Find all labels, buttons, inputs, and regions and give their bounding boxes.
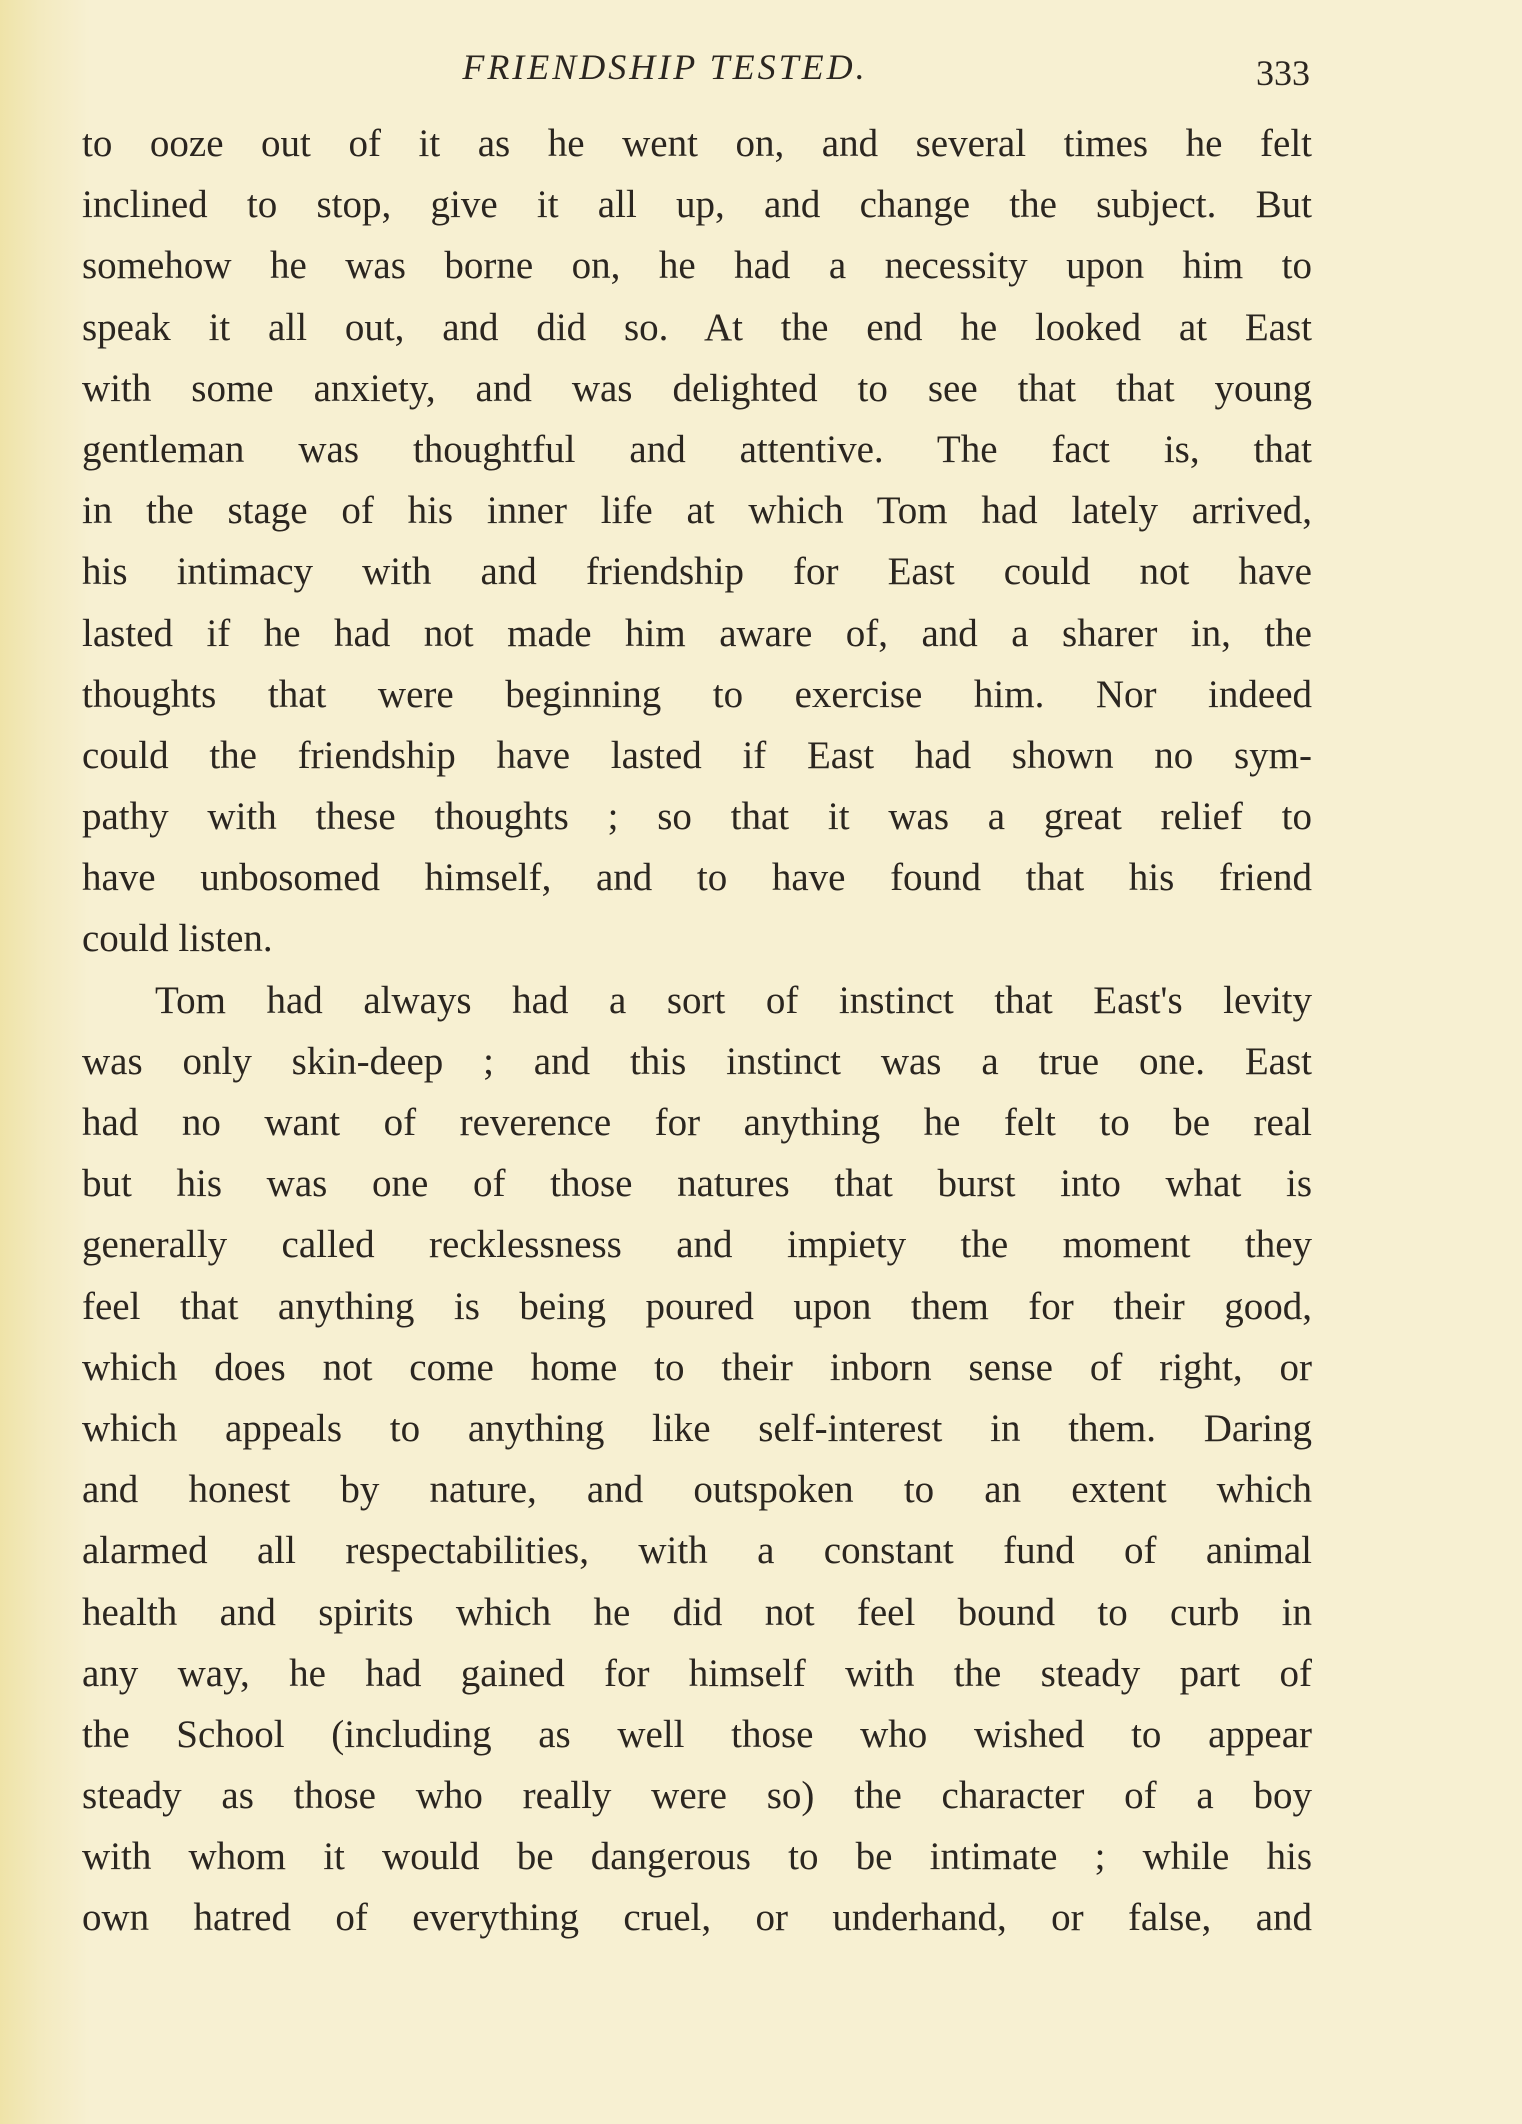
text-line: own hatred of everything cruel, or underhand, or false, and <box>82 1896 1312 1940</box>
text-line: the School (including as well those who wished to appear <box>82 1712 1312 1756</box>
text-line: any way, he had gained for himself with the steady part of <box>82 1651 1312 1695</box>
text-line: alarmed all respectabilities, with a constant fund of animal <box>82 1529 1312 1573</box>
text-line: in the stage of his inner life at which Tom had lately arrived, <box>82 489 1312 533</box>
text-line: inclined to stop, give it all up, and change the subject. But <box>82 183 1312 227</box>
text-line: could listen. <box>82 917 273 961</box>
text-line: Tom had always had a sort of instinct that East's levity <box>155 978 1312 1022</box>
running-head <box>80 42 1310 102</box>
running-title: FRIENDSHIP TESTED. <box>462 47 868 87</box>
text-line: but his was one of those natures that burst into what is <box>82 1162 1312 1206</box>
text-line: lasted if he had not made him aware of, and a sharer in, the <box>82 611 1312 655</box>
text-line: thoughts that were beginning to exercise him. Nor indeed <box>82 672 1312 716</box>
text-line: generally called recklessness and impiety the moment they <box>82 1223 1312 1267</box>
text-line: had no want of reverence for anything he felt to be real <box>82 1101 1312 1144</box>
text-line: his intimacy with and friendship for East could not have <box>82 550 1312 594</box>
text-line: to ooze out of it as he went on, and several times he felt <box>82 122 1312 165</box>
text-line: feel that anything is being poured upon them for their good, <box>82 1284 1312 1328</box>
text-line: gentleman was thoughtful and attentive. The fact is, that <box>82 427 1312 471</box>
text-line: was only skin-deep ; and this instinct was a true one. East <box>82 1039 1312 1083</box>
text-line: which appeals to anything like self-interest in them. Daring <box>82 1406 1312 1450</box>
text-line: somehow he was borne on, he had a necessity upon him to <box>82 244 1312 288</box>
text-line: with whom it would be dangerous to be intimate ; while his <box>82 1835 1312 1879</box>
text-line: speak it all out, and did so. At the end he looked at East <box>82 305 1312 349</box>
body-text <box>82 113 1312 1949</box>
page-number: 333 <box>1256 53 1310 93</box>
text-line: health and spirits which he did not feel bound to curb in <box>82 1590 1312 1634</box>
text-line: which does not come home to their inborn sense of right, or <box>82 1345 1312 1389</box>
text-line: steady as those who really were so) the character of a boy <box>82 1774 1312 1818</box>
text-line: pathy with these thoughts ; so that it was a great relief to <box>82 795 1312 839</box>
text-line: have unbosomed himself, and to have found that his friend <box>82 856 1312 900</box>
text-line: with some anxiety, and was delighted to see that that young <box>82 366 1312 410</box>
text-line: and honest by nature, and outspoken to an extent which <box>82 1468 1312 1512</box>
text-line: could the friendship have lasted if East had shown no sym- <box>82 733 1312 777</box>
